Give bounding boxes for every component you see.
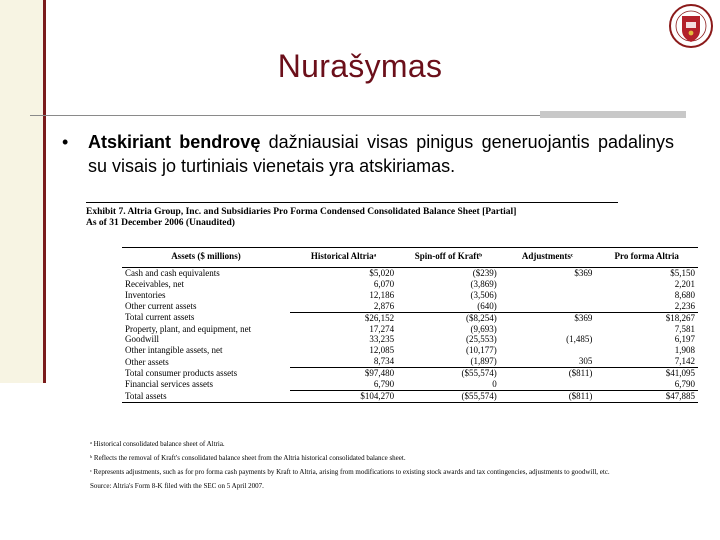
col-header: Adjustmentsᶜ (500, 248, 596, 268)
exhibit-line2: As of 31 December 2006 (Unaudited) (86, 218, 235, 228)
col-header: Spin-off of Kraftᵇ (397, 248, 500, 268)
table-row (122, 312, 698, 323)
cell-value: 305 (578, 356, 593, 367)
exhibit-line1: Exhibit 7. Altria Group, Inc. and Subsidiaries Pro Forma Condensed Consolidated Balance Sheet [Partial] (86, 207, 517, 217)
bullet-bold: Atskiriant bendrovę (88, 132, 261, 152)
table-row (122, 268, 698, 279)
cell-value: ($239) (472, 268, 497, 278)
cell-value: (1,485) (566, 334, 593, 345)
cell-value (500, 279, 596, 290)
cell-value: $97,480 (290, 368, 397, 379)
footnote: ᵇ Reflects the removal of Kraft's consolidated balance sheet from the Altria historical consolidated balance sheet. (90, 454, 406, 462)
cell-value: 12,085 (369, 345, 395, 356)
row-label: Total consumer products assets (125, 367, 238, 378)
row-label: Inventories (125, 289, 166, 300)
cell-value: 12,186 (369, 289, 395, 300)
cell-value (500, 379, 596, 390)
cell-value: (25,553) (466, 334, 497, 345)
balance-sheet-table (122, 247, 698, 403)
cell-value: (640) (477, 300, 497, 311)
row-label: Cash and cash equivalents (125, 268, 220, 278)
cell-value: $5,150 (670, 268, 695, 278)
row-label: Receivables, net (125, 278, 184, 289)
row-label: Goodwill (125, 334, 160, 345)
bullet-rest: dažniausiai visas pinigus generuojantis padalinys su visais jo turtiniais vienetais yra atskiriamas. (88, 132, 674, 176)
cell-value: $5,020 (369, 268, 395, 278)
cell-value: 6,790 (674, 379, 695, 390)
cell-value: 7,142 (674, 356, 695, 367)
cell-value: $104,270 (290, 390, 397, 402)
cell-value: 0 (492, 379, 497, 390)
table-row (122, 334, 698, 345)
row-label: Property, plant, and equipment, net (125, 323, 252, 334)
cell-value: 6,197 (674, 334, 695, 345)
cell-value: 8,680 (674, 289, 695, 300)
cell-value: $369 (500, 312, 596, 323)
table-row (122, 324, 698, 335)
cell-value: $26,152 (290, 312, 397, 323)
cell-value: 17,274 (369, 323, 395, 334)
table-row (122, 379, 698, 390)
cell-value: 2,201 (674, 278, 695, 289)
table-header-row (122, 248, 698, 268)
cell-value: 1,908 (674, 345, 695, 356)
bullet-icon: • (62, 132, 69, 152)
row-label: Other intangible assets, net (125, 345, 223, 356)
row-label: Total assets (122, 390, 290, 402)
row-label: Financial services assets (125, 379, 213, 390)
table-row (122, 368, 698, 379)
university-logo (668, 2, 714, 52)
table-row (122, 390, 698, 402)
cell-value: 6,070 (373, 278, 395, 289)
cell-value (500, 345, 596, 356)
col-header: Historical Altriaᵃ (290, 248, 397, 268)
cell-value: (3,506) (470, 289, 497, 300)
cell-value: 7,581 (674, 323, 695, 334)
cell-value: 6,790 (373, 379, 395, 390)
cell-value: $41,095 (595, 368, 698, 379)
col-header: Assets ($ millions) (122, 248, 290, 268)
cell-value: ($55,574) (397, 390, 500, 402)
footnotes (90, 440, 630, 496)
footnote: ᶜ Represents adjustments, such as for pro forma cash payments by Kraft to Altria, arising from modifications to existing stock awards and tax contingencies, adjustments to goodwill, etc. (90, 468, 610, 476)
cell-value: (9,693) (470, 323, 497, 334)
cell-value: 2,876 (373, 300, 395, 311)
cell-value: 33,235 (369, 334, 395, 345)
table-row (122, 290, 698, 301)
row-label: Total current assets (125, 312, 195, 323)
cell-value: 2,236 (674, 300, 695, 311)
table-row (122, 279, 698, 290)
cell-value: ($811) (500, 368, 596, 379)
footnote: ᵃ Historical consolidated balance sheet of Altria. (90, 440, 225, 448)
table-row (122, 345, 698, 356)
exhibit-heading (86, 202, 618, 229)
table-row (122, 301, 698, 312)
cell-value: ($8,254) (397, 312, 500, 323)
bullet-text (88, 130, 674, 178)
cell-value: ($811) (500, 390, 596, 402)
cell-value: (3,869) (470, 278, 497, 289)
col-header: Pro forma Altria (595, 248, 698, 268)
cell-value (500, 290, 596, 301)
table-row (122, 356, 698, 367)
cell-value: (10,177) (466, 345, 497, 356)
cell-value: $369 (574, 268, 593, 278)
row-label: Other assets (125, 356, 169, 367)
row-label: Other current assets (125, 300, 197, 311)
cell-value (500, 301, 596, 312)
slide-title: Nurašymas (277, 48, 443, 84)
footnote-source: Source: Altria's Form 8-K filed with the SEC on 5 April 2007. (90, 482, 264, 490)
cell-value: (1,897) (470, 356, 497, 367)
cell-value: $18,267 (595, 312, 698, 323)
cell-value: ($55,574) (397, 368, 500, 379)
cell-value: 8,734 (373, 356, 395, 367)
cell-value: $47,885 (595, 390, 698, 402)
title-rule-thick (540, 111, 686, 118)
title-rule (30, 115, 540, 116)
cell-value (500, 324, 596, 335)
